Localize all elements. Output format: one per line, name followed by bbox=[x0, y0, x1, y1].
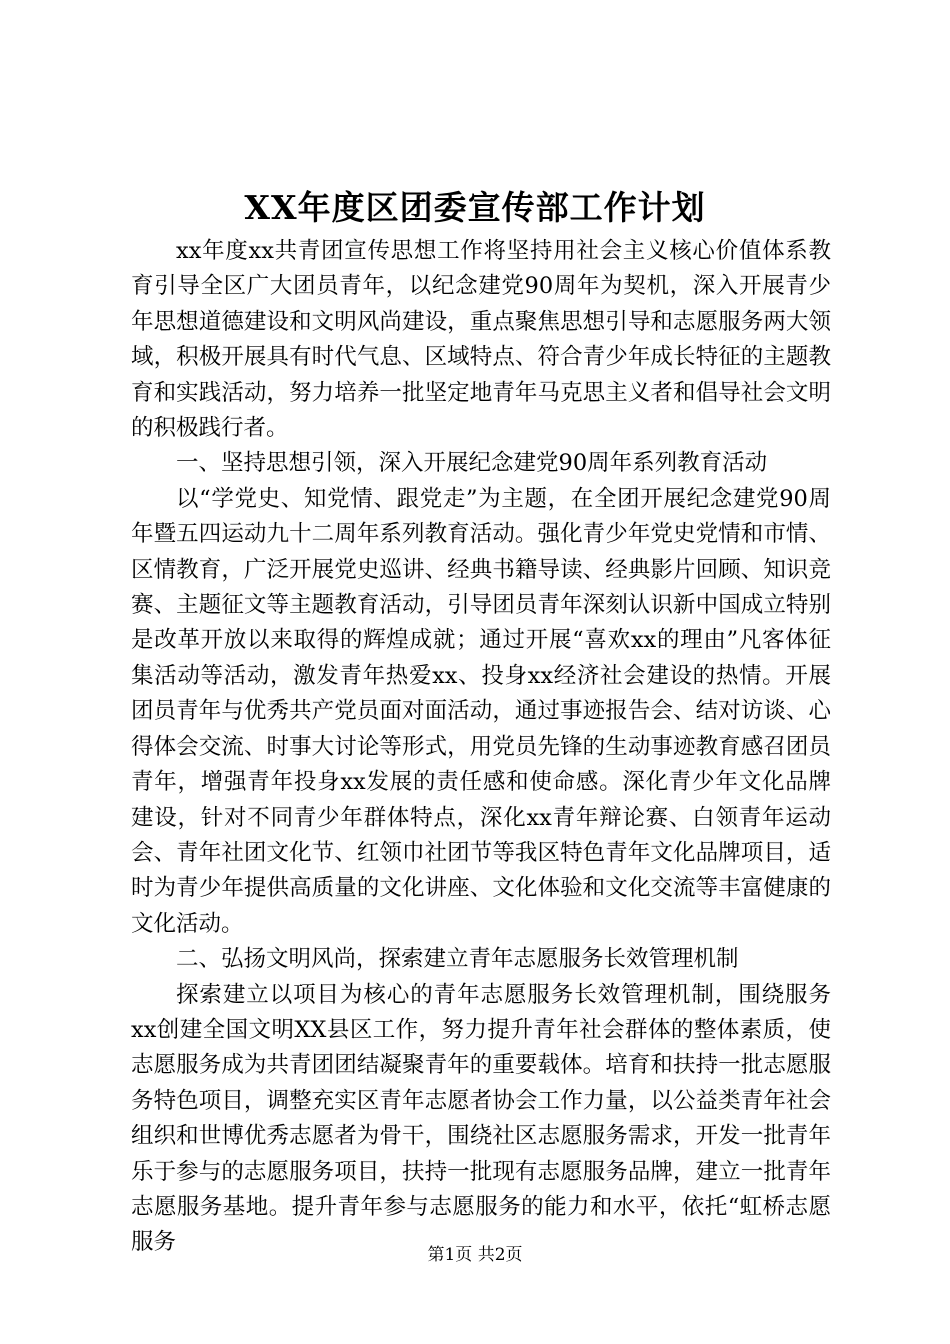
section-heading-1: 一、坚持思想引领，深入开展纪念建党90周年系列教育活动 bbox=[176, 450, 768, 477]
section-heading-2: 二、弘扬文明风尚，探索建立青年志愿服务长效管理机制 bbox=[176, 946, 739, 973]
paragraph-section-1: 以“学党史、知党情、跟党走”为主题，在全团开展纪念建党90周年暨五四运动九十二周年系列教育活动。强化青少年党史党情和市情、区情教育，广泛开展党史巡讲、经典书籍导读、经典影片回顾、知识竞赛、主题征文等主题教育活动，引导团员青年深刻认识新中国成立特别是改革开放以来取得的辉煌成就；通过开展“喜欢xx的理由”凡客体征集活动等活动，激发青年热爱xx、投身xx经济社会建设的热情。开展团员青年与优秀共产党员面对面活动，通过事迹报告会、结对访谈、心得体会交流、时事大讨论等形式，用党员先锋的生动事迹教育感召团员青年，增强青年投身xx发展的责任感和使命感。深化青少年文化品牌建设，针对不同青少年群体特点，深化xx青年辩论赛、白领青年运动会、青年社团文化节、红领巾社团节等我区特色青年文化品牌项目，适时为青少年提供高质量的文化讲座、文化体验和文化交流等丰富健康的文化活动。 bbox=[131, 485, 831, 937]
page-footer: 第1页 共2页 bbox=[427, 1245, 523, 1265]
paragraph-section-2: 探索建立以项目为核心的青年志愿服务长效管理机制，围绕服务xx创建全国文明XX县区工作，努力提升青年社会群体的整体素质，使志愿服务成为共青团团结凝聚青年的重要载体。培育和扶持一批志愿服务特色项目，调整充实区青年志愿者协会工作力量，以公益类青年社会组织和世博优秀志愿者为骨干，围绕社区志愿服务需求，开发一批青年乐于参与的志愿服务项目，扶持一批现有志愿服务品牌，建立一批青年志愿服务基地。提升青年参与志愿服务的能力和水平，依托“虹桥志愿服务 bbox=[131, 981, 831, 1256]
document-body bbox=[131, 234, 831, 1261]
paragraph-intro: xx年度xx共青团宣传思想工作将坚持用社会主义核心价值体系教育引导全区广大团员青年，以纪念建党90周年为契机，深入开展青少年思想道德建设和文明风尚建设，重点聚焦思想引导和志愿服务两大领域，积极开展具有时代气息、区域特点、符合青少年成长特征的主题教育和实践活动，努力培养一批坚定地青年马克思主义者和倡导社会文明的积极践行者。 bbox=[131, 238, 831, 442]
document-title: XX年度区团委宣传部工作计划 bbox=[244, 188, 706, 227]
